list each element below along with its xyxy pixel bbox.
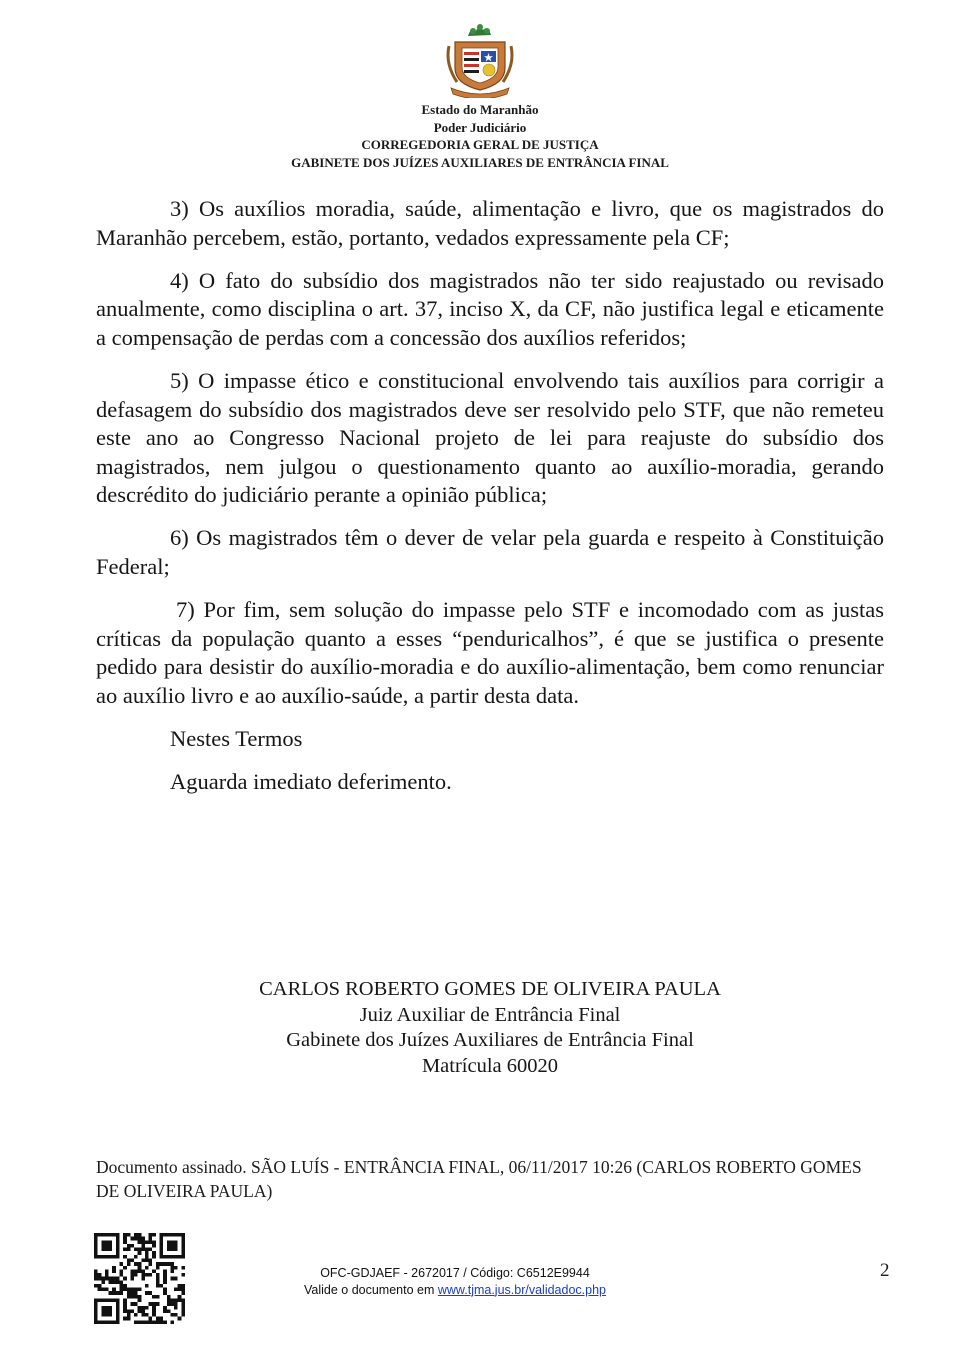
- signer-registration: Matrícula 60020: [421, 1054, 559, 1077]
- paragraph-item-3: 3) Os auxílios moradia, saúde, alimentação e livro, que os magistrados do Maranhão percebem, estão, portanto, vedados expressamente pela CF;: [96, 196, 884, 250]
- signature-stamp-note: Documento assinado. SÃO LUÍS - ENTRÂNCIA FINAL, 06/11/2017 10:26 (CARLOS ROBERTO GOMES DE OLIVEIRA PAULA): [96, 1157, 862, 1201]
- validation-prefix: Valide o documento em: [303, 1282, 438, 1297]
- paragraph-item-5: 5) O impasse ético e constitucional envolvendo tais auxílios para corrigir a defasagem do subsídio dos magistrados deve ser resolvido pelo STF, que não remeteu este ano ao Congresso Nacional projeto de lei para reajuste do subsídio dos magistrados, nem julgou o questionamento quanto ao auxílio-moradia, gerando descrédito do judiciário perante a opinião pública;: [96, 367, 884, 508]
- signature-block: [0, 977, 960, 1079]
- signer-role: Juiz Auxiliar de Entrância Final: [359, 1003, 621, 1026]
- signer-office: Gabinete dos Juízes Auxiliares de Entrância Final: [286, 1029, 694, 1051]
- validation-line: [250, 1282, 660, 1299]
- agency-name: CORREGEDORIA GERAL DE JUSTIÇA: [361, 137, 599, 152]
- paragraph-item-4: 4) O fato do subsídio dos magistrados não ter sido reajustado ou revisado anualmente, como disciplina o art. 37, inciso X, da CF, não justifica legal e eticamente a compensação de perdas com a concessão dos auxílios referidos;: [96, 267, 884, 350]
- office-name: GABINETE DOS JUÍZES AUXILIARES DE ENTRÂNCIA FINAL: [291, 154, 669, 170]
- document-body: [96, 195, 884, 797]
- closing-terms: Nestes Termos: [170, 726, 303, 751]
- closing-request: Aguarda imediato deferimento.: [170, 769, 452, 795]
- document-code: OFC-GDJAEF - 2672017 / Código: C6512E9944: [320, 1266, 590, 1280]
- document-validation: [250, 1265, 660, 1298]
- qr-code-icon: [94, 1233, 185, 1324]
- state-name: Estado do Maranhão: [421, 102, 539, 117]
- paragraph-item-7: 7) Por fim, sem solução do impasse pelo STF e incomodado com as justas críticas da população quanto a esses “penduricalhos”, é que se justifica o presente pedido para desistir do auxílio-moradia e do auxílio-alimentação, bem como renunciar ao auxílio livro e ao auxílio-saúde, a partir desta data.: [96, 597, 884, 708]
- page-number: 2: [880, 1260, 890, 1281]
- signer-name: CARLOS ROBERTO GOMES DE OLIVEIRA PAULA: [259, 978, 721, 1000]
- judiciary-name: Poder Judiciário: [433, 119, 527, 135]
- paragraph-item-6: 6) Os magistrados têm o dever de velar pela guarda e respeito à Constituição Federal;: [96, 525, 884, 580]
- validation-link[interactable]: www.tjma.jus.br/validadoc.php: [437, 1282, 606, 1297]
- maranhao-coat-of-arms-icon: [443, 22, 517, 98]
- letterhead: [0, 22, 960, 171]
- letterhead-text: [0, 101, 960, 171]
